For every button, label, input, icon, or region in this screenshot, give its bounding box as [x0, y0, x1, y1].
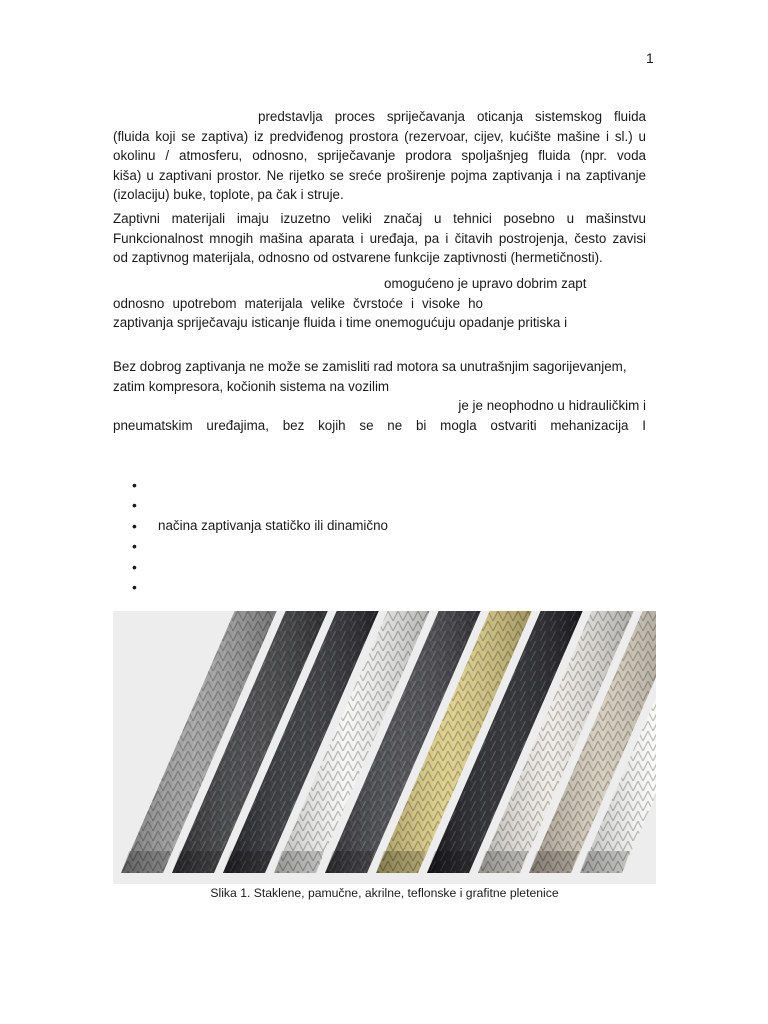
text-line: omogućeno je upravo dobrim zapt [384, 276, 587, 291]
text-line: odnosno upotrebom materijala velike čvrstoće i visoke ho [113, 295, 483, 311]
text-line: pneumatskim uređajima, bez kojih se ne bi mogla ostvariti mehanizacija I [113, 417, 646, 433]
bullet-item [132, 577, 388, 597]
text-line: Funkcionalnost mnogih mašina aparata i uređaja, pa i čitavih postrojenja, često zavisi [113, 230, 646, 246]
paragraph-applications [113, 357, 646, 435]
braid-end-face [223, 851, 273, 873]
text-line: Zaptivni materijali imaju izuzetno veliki značaj u tehnici posebno u mašinstvu [113, 211, 646, 226]
braid-end-face [376, 851, 426, 873]
text-line: okolinu / atmosferu, odnosno, spriječavanje prodora spoljašnjeg fluida (npr. voda [113, 148, 646, 164]
bullet-item [132, 536, 388, 556]
braid-end-face [325, 851, 375, 873]
paragraph-significance [113, 209, 646, 268]
text-line: Bez dobrog zaptivanja ne može se zamisliti rad motora sa unutrašnjim sagorijevanjem, [113, 359, 627, 374]
bullet-item [132, 495, 388, 515]
braid-end-face [478, 851, 528, 873]
bullet-item [132, 557, 388, 577]
braid-end-face [172, 851, 222, 873]
page-number: 1 [646, 50, 654, 66]
bullet-item [132, 475, 388, 495]
text-line: zaptivanja spriječavaju isticanje fluida i time onemogućuju opadanje pritiska i [113, 315, 568, 331]
packing-braids-photo [113, 611, 656, 884]
braid-end-face [121, 851, 171, 873]
text-line: kiša) u zaptivani prostor. Ne rijetko se sreće proširenje pojma zaptivanja i na zaptivanje [113, 167, 646, 183]
paragraph-definition [113, 107, 646, 205]
text-line: od zaptivnog materijala, odnosno od ostvarene funkcije zaptivnosti (hermetičnosti). [113, 250, 603, 266]
text-line: (fluida koji se zaptiva) iz predviđenog prostora (rezervoar, cijev, kućište mašine i sl.) u [113, 128, 646, 144]
paragraph-functionality [113, 274, 646, 333]
braid-end-face [529, 851, 579, 873]
braid-end-face [274, 851, 324, 873]
text-line: zatim kompresora, kočionih sistema na vozilim [113, 378, 390, 394]
bullet-list [132, 475, 388, 597]
braid-end-face [580, 851, 630, 873]
text-line: predstavlja proces spriječavanja oticanja sistemskog fluida [258, 109, 646, 124]
text-line: (izolaciju) buke, toplote, pa čak i struje. [113, 187, 344, 203]
figure-caption: Slika 1. Staklene, pamučne, akrilne, teflonske i grafitne pletenice [210, 886, 559, 900]
braid-end-face [427, 851, 477, 873]
bullet-item: • načina zaptivanja statičko ili dinamično [132, 516, 388, 536]
text-line: je je neophodno u hidrauličkim i [458, 398, 646, 414]
